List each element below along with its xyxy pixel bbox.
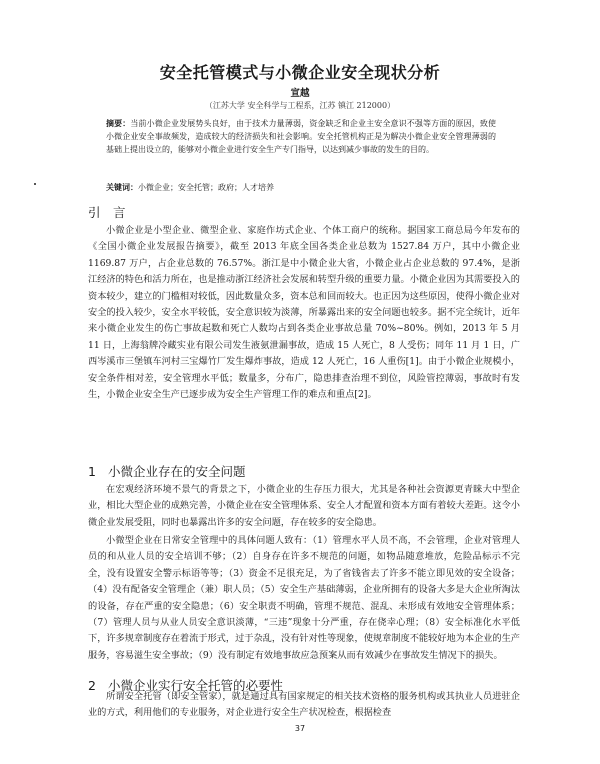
section-heading-intro [88,203,126,221]
margin-mark [34,183,36,185]
intro-paragraph: 小微企业是小型企业、微型企业、家庭作坊式企业、个体工商户的统称。据国家工商总局今年发布的《全国小微企业发展报告摘要》，截至 2013 年底全国各类企业总数为 1527.84 万户，其中小微企业 1169.87 万户，占企业总数的 76.57%。浙江是中小微企业大省，小微企业占企业总数的 97.4%，是浙江经济的特色和活力所在，也是推动浙江经济社会发展和转型升级的重要力量。小微企业因为其需要投入的资本较少，建立的门槛相对较低，因此数量众多，资本总和回而较大。也正因为这些原因，使得小微企业对安全的投入较少，安全水平较低，安全意识较为淡薄，所暴露出来的安全问题也较多。据不完全统计，近年来小微企业发生的伤亡事故起数和死亡人数均占到各类企业事故总量 70%~80%。例如，2013 年 5 月 11 日，上海翁牌冷藏实业有限公司发生液氨泄漏事故，造成 15 人死亡，8 人受伤；同年 11 月 1 日，广西岑溪市三堡镇车河村三宝爆竹厂发生爆炸事故，造成 12 人死亡，16 人重伤[1]。由于小微企业规模小，安全条件相对差，安全管理水平低；数量多，分布广，隐患排查治理不到位，风险管控薄弱，事故时有发生，小微企业安全生产已逐步成为安全生产管理工作的难点和重点[2]。 [88,225,520,401]
page-title: 安全托管模式与小微企业安全现状分析 [159,63,441,82]
abstract [106,117,496,156]
abstract-text: 当前小微企业发展势头良好，由于技术力量薄弱，资金缺乏和企业主安全意识不强等方面的原因，致使小微企业安全事故频发，造成较大的经济损失和社会影响。安全托管机构正是为解决小微企业安全管理薄弱的基础上提出设立的，能够对小微企业进行安全生产专门指导，以达到减少事故的发生的目的。 [106,119,497,154]
abstract-label: 摘要： [106,119,131,128]
keywords-text: 小微企业；安全托管；政府；人才培养 [138,183,274,192]
section-heading-1-text: 小微企业存在的安全问题 [107,464,246,479]
section-1-paragraph-2: 小微型企业在日常安全管理中的具体问题人致有：（1）管理水平人员不高，不会管理，企业对管理人员的和从业人员的安全培训不够；（2）自身存在许多不规范的问题，如物品随意堆放，危险品标示不完全，没有设置安全警示标语等等；（3）资金不足很充足，为了省钱省去了许多不能立即见效的安全设备；（4）没有配备安全管理企（兼）职人员；（5）安全生产基础薄弱，企业所拥有的设备大多是大企业所淘汰的设备，存在严重的安全隐患；（6）安全职责不明确，管理不规范、混乱、未形成有效地安全管理体系；（7）管理人员与从业人员安全意识淡薄，“三违”现象十分严重，存在侥幸心理；（8）安全标准化水平低下，许多规章制度存在着流于形式，过于杂乱，没有针对性等现象，使规章制度不能较好地为本企业的生产服务，容易滋生安全事故；（9）没有制定有效地事故应急预案从而有效减少在事故发生情况下的损失。 [88,535,520,661]
section-heading-1 [88,462,245,480]
section-number-2: 2 [88,678,96,693]
section-heading-intro-text: 引 言 [88,205,126,220]
section-number-1: 1 [88,464,96,479]
section-heading-2-text: 小微企业实行安全托管的必要性 [107,678,283,693]
author-name: 宣越 [290,88,310,99]
keywords-label: 关键词： [106,183,138,192]
section-2-paragraph-1: 所谓安全托管（即安全管家），就是通过具有国家规定的相关技术资格的服务机构或其执业人员进驻企业的方式，利用他们的专业服务，对企业进行安全生产状况检查，根据检查 [88,691,520,719]
section-1-paragraph-1: 在宏观经济环境不景气的背景之下，小微企业的生存压力很大，尤其是各种社会资源更青睐大中型企业，相比大型企业的成熟完善，小微企业在安全管理体系、安全人才配置和资本方面有着较大差距。这令小微企业发展受阻，同时也暴露出许多的安全问题，存在较多的安全隐患。 [88,484,520,528]
keywords [106,181,496,194]
page-number: 37 [294,724,306,733]
affiliation: （江苏大学 安全科学与工程系，江苏 镇江 212000） [204,101,396,110]
